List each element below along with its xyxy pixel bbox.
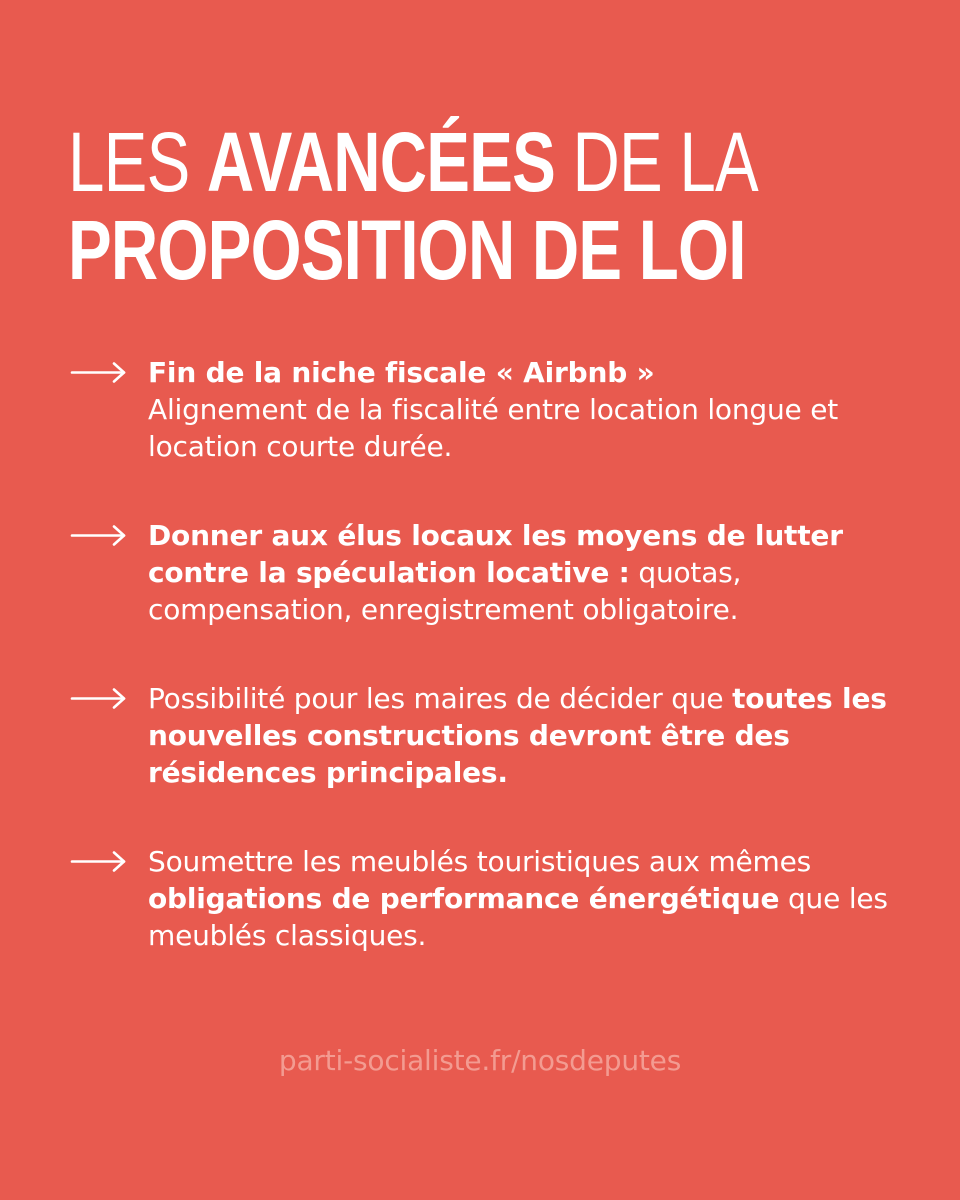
item-3-bold-text: toutes les nouvelles constructions devront être des résidences principales. (148, 682, 887, 789)
item-1-bold-heading: Fin de la niche fiscale « Airbnb » (148, 356, 655, 389)
advances-list (70, 354, 910, 954)
list-item-energy-performance (70, 843, 910, 954)
list-item-airbnb-tax-niche (70, 354, 910, 465)
list-item-local-officials-means (70, 517, 910, 628)
item-1-text: Alignement de la fiscalité entre location longue et location courte durée. (148, 393, 839, 463)
title-line-1 (68, 115, 758, 209)
right-arrow-icon (70, 680, 128, 717)
title-line-2: PROPOSITION DE LOI (68, 203, 746, 297)
list-item-mayors-principal-residences (70, 680, 910, 791)
right-arrow-icon (70, 354, 128, 391)
item-2-text: quotas, compensation, enregistrement obligatoire. (148, 556, 742, 626)
item-4-text-before: Soumettre les meublés touristiques aux mêmes (148, 845, 812, 878)
item-4-bold-text: obligations de performance énergétique (148, 882, 780, 915)
item-3-text: Possibilité pour les maires de décider que (148, 682, 733, 715)
right-arrow-icon (70, 843, 128, 880)
title-text-avancees: AVANCÉES (206, 115, 556, 209)
item-2-bold-heading: Donner aux élus locaux les moyens de lutter contre la spéculation locative : (148, 519, 843, 589)
title-text-de-la: DE LA (555, 115, 758, 209)
right-arrow-icon (70, 517, 128, 554)
page-title (68, 115, 758, 297)
footer-url: parti-socialiste.fr/nosdeputes (278, 1044, 682, 1077)
item-4-text-after: que les meublés classiques. (148, 882, 888, 952)
title-text-les: LES (68, 115, 207, 209)
